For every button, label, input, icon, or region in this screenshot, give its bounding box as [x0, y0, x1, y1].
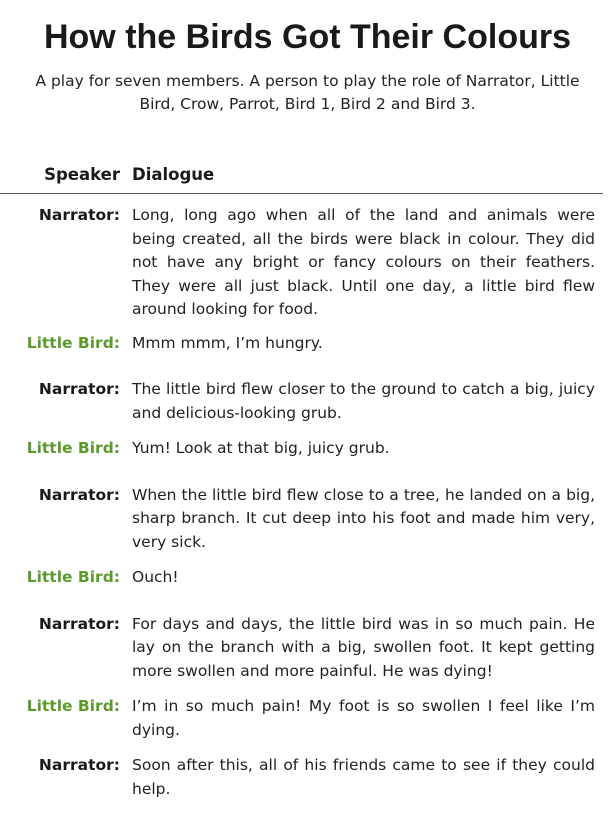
speaker-little-bird: Little Bird:: [26, 333, 120, 352]
dialogue-line: Long, long ago when all of the land and animals were being created, all the birds were black in colour. They did not have any bright or fancy colours on their feathers. They were all just black. Until one day, a little bird flew around looking for food.: [132, 206, 595, 318]
speaker-narrator: Narrator:: [38, 614, 120, 633]
dialogue-entry: [0, 484, 615, 555]
speaker-narrator: Narrator:: [38, 756, 120, 774]
speaker-narrator: Narrator:: [38, 485, 120, 504]
dialogue-entry: [0, 378, 615, 425]
dialogue-entry: [0, 566, 615, 590]
dialogue-entry: [0, 204, 615, 322]
speaker-little-bird: Little Bird:: [26, 568, 120, 586]
page-title: How the Birds Got Their Colours: [43, 18, 572, 56]
dialogue-column-header: Dialogue: [132, 165, 215, 184]
speaker-little-bird: Little Bird:: [26, 439, 120, 457]
dialogue-entry: [0, 332, 615, 356]
dialogue-entry: [0, 613, 615, 684]
dialogue-line: Ouch!: [132, 568, 179, 586]
dialogue-entry: [0, 754, 615, 801]
dialogue-list: [0, 204, 615, 801]
speaker-narrator: Narrator:: [38, 380, 120, 398]
dialogue-line: Yum! Look at that big, juicy grub.: [132, 439, 390, 457]
dialogue-entry: [0, 695, 615, 742]
dialogue-entry: [0, 437, 615, 461]
dialogue-line: The little bird flew closer to the ground to catch a big, juicy and delicious-looking grub.: [132, 380, 595, 422]
speaker-column-header: Speaker: [44, 165, 120, 184]
speaker-little-bird: Little Bird:: [26, 697, 120, 715]
dialogue-line: For days and days, the little bird was in so much pain. He lay on the branch with a big, swollen foot. It kept getting more swollen and more painful. He was dying!: [132, 614, 595, 680]
dialogue-line: Soon after this, all of his friends came to see if they could help.: [132, 756, 595, 798]
header-divider: [0, 193, 603, 194]
cast-description: A play for seven members. A person to play the role of Narrator, Little Bird, Crow, Parrot, Bird 1, Bird 2 and Bird 3.: [35, 72, 580, 113]
dialogue-line: I’m in so much pain! My foot is so swollen I feel like I’m dying.: [132, 697, 595, 739]
dialogue-line: Mmm mmm, I’m hungry.: [132, 333, 323, 352]
speaker-narrator: Narrator:: [38, 206, 120, 224]
dialogue-line: When the little bird flew close to a tree, he landed on a big, sharp branch. It cut deep into his foot and made him very, very sick.: [132, 485, 595, 551]
